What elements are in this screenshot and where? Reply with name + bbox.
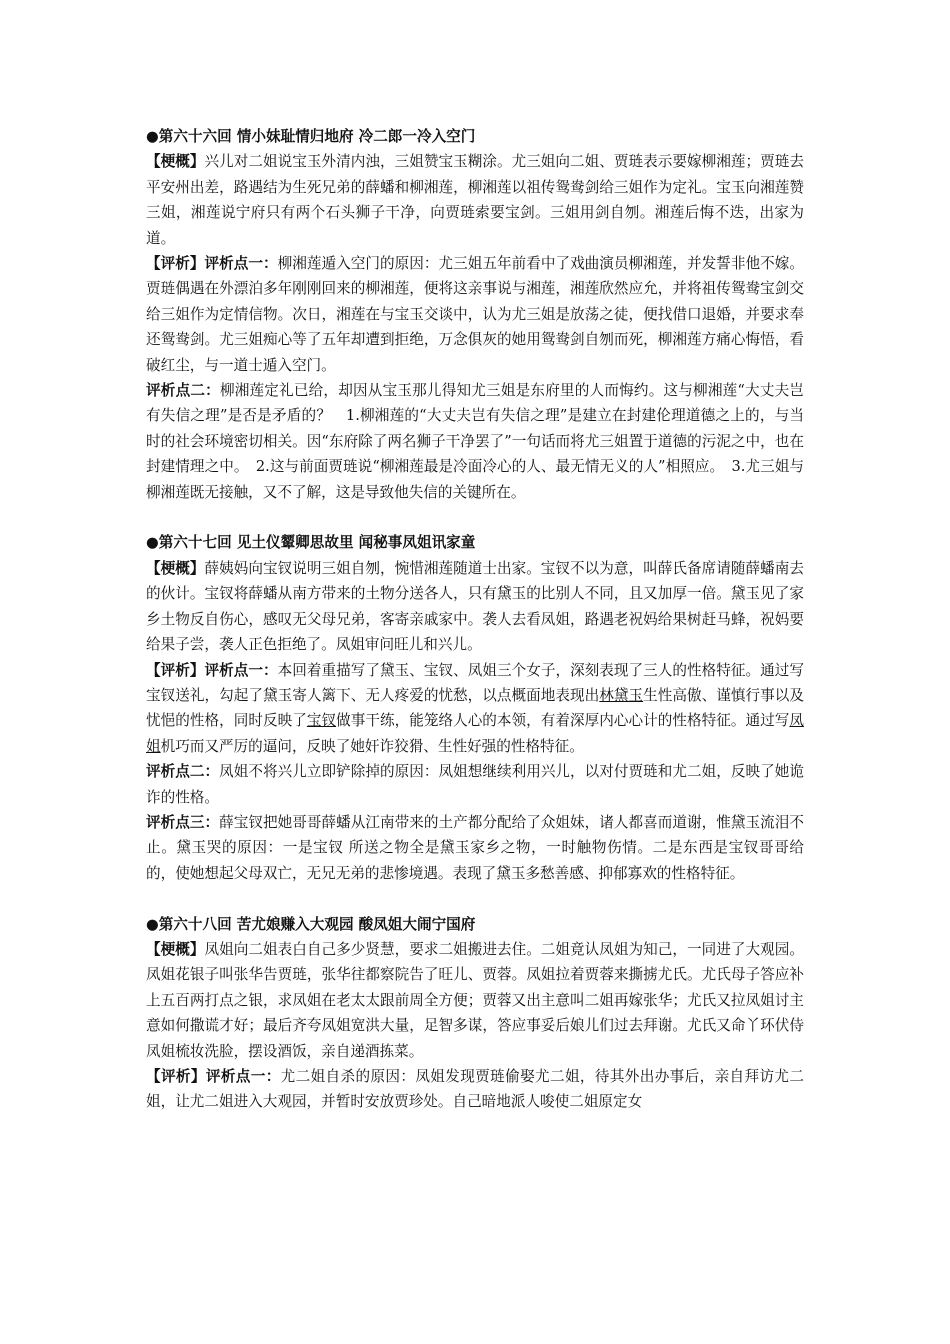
point-text-c: 做事干练，能笼络人心的本领，有着深厚内心心计的性格特征。通过写 [336,712,790,730]
analysis-point-2 [146,378,804,505]
chapter-title: ●第六十七回 见土仪颦卿思故里 闻秘事凤姐讯家童 [146,534,476,552]
analysis-label: 【评析】 [146,1068,206,1085]
point-label: 评析点一： [204,661,278,679]
point-text-d: 机巧而又严厉的逼问，反映了她奸诈狡猾、生性好强的性格特征。 [160,737,584,755]
point-label: 评析点一： [205,1068,281,1085]
chapter-title: ●第六十六回 情小妹耻情归地府 冷二郎一冷入空门 [146,128,476,145]
summary-text: 凤姐向二姐表白自己多少贤慧，要求二姐搬进去住。二姐竟认凤姐为知己，一同进了大观园。凤姐花银子叫张华告贾琏，张华往都察院告了旺儿、贾蓉。凤姐拉着贾蓉来撕掳尤氏。尤氏母子答应补上五百两打点之银，求凤姐在老太太跟前周全方便；贾蓉又出主意叫二姐再嫁张华；尤氏又拉凤姐讨主意如何撒谎才好；最后齐夸凤姐宽洪大量，足智多谋，答应事妥后娘儿们过去拜谢。尤氏又命丫环伏侍凤姐梳妆洗脸，摆设酒饭，亲自递酒拣菜。 [146,940,804,1060]
summary-paragraph [146,149,804,251]
chapter-67 [146,530,804,886]
analysis-label: 【评析】 [146,255,205,273]
point-text: 薛宝钗把她哥哥薛蟠从江南带来的土产都分配给了众姐妹，诸人都喜而道谢，惟黛玉流泪不止。黛玉哭的原因：一是宝钗 所送之物全是黛玉家乡之物，一时触物伤情。二是东西是宝钗哥哥给的，使她想起父母双亡，无兄无弟的悲惨境遇。表现了黛玉多愁善感、抑郁寡欢的性格特征。 [146,813,804,882]
point-text: 尤二姐自杀的原因：凤姐发现贾琏偷娶尤二姐，待其外出办事后，亲自拜访尤二姐，让尤二姐进入大观园，并暂时安放贾珍处。自己暗地派人唆使二姐原定女 [146,1068,804,1111]
summary-label: 【梗概】 [146,940,205,958]
analysis-point-1 [146,251,804,378]
point-label: 评析点二： [146,382,220,400]
summary-text: 薛姨妈向宝钗说明三姐自刎，惋惜湘莲随道士出家。宝钗不以为意，叫薛氏备席请随薛蟠南去的伙计。宝钗将薛蟠从南方带来的土物分送各人，只有黛玉的比别人不同，且又加厚一倍。黛玉见了家乡土物反自伤心，感叹无父母兄弟，客寄亲戚家中。袭人去看凤姐，路遇老祝妈给果树赶马蜂，祝妈要给果子尝，袭人正色拒绝了。凤姐审问旺儿和兴儿。 [146,559,804,654]
summary-paragraph [146,556,804,658]
summary-label: 【梗概】 [146,559,205,577]
point-text: 柳湘莲定礼已给，却因从宝玉那儿得知尤三姐是东府里的人而悔约。这与柳湘莲“大丈夫岂有失信之理”是否是矛盾的？ 1.柳湘莲的“大丈夫岂有失信之理”是建立在封建伦理道德之上的，与当时的社会环境密切相关。因“东府除了两名狮子干净罢了”一句话而将尤三姐置于道德的污泥之中，也在封建情理之中。 2.这与前面贾琏说“柳湘莲最是冷面冷心的人、最无情无义的人”相照应。 3.尤三姐与柳湘莲既无接触，又不了解，这是导致他失信的关键所在。 [146,382,804,501]
section-gap [146,886,804,911]
underlined-name-daiyu: 林黛玉 [599,686,644,704]
chapter-68 [146,912,804,1115]
chapter-title: ●第六十八回 苦尤娘赚入大观园 酸凤姐大闹宁国府 [146,915,476,933]
analysis-point-3 [146,810,804,886]
underlined-name-fengjie: 凤姐 [146,712,804,755]
point-text-a: 本回着重描写了黛玉、宝钗、凤姐三个女子，深刻表现了三人的性格特征。通过写宝钗送礼，勾起了黛玉寄人篱下、无人疼爱的忧愁，以点概面地表现出 [146,661,804,704]
point-label: 评析点二： [146,763,220,781]
underlined-name-baochai: 宝钗 [306,712,337,730]
analysis-point-1 [146,658,804,760]
analysis-label: 【评析】 [146,661,205,679]
chapter-66 [146,124,804,505]
summary-paragraph [146,937,804,1064]
point-text: 柳湘莲遁入空门的原因：尤三姐五年前看中了戏曲演员柳湘莲，并发誓非他不嫁。贾琏偶遇在外漂泊多年刚刚回来的柳湘莲，便将这亲事说与湘莲，湘莲欣然应允，并将祖传鸳鸯宝剑交给三姐作为定情信物。次日，湘莲在与宝玉交谈中，认为尤三姐是放荡之徒，便找借口退婚，并要求奉还鸳鸯剑。尤三姐痴心等了五年却遭到拒绝，万念俱灰的她用鸳鸯剑自刎而死，柳湘莲方痛心悔悟，看破红尘，与一道士遁入空门。 [146,255,804,374]
summary-text: 兴儿对二姐说宝玉外清内浊，三姐赞宝玉糊涂。尤三姐向二姐、贾琏表示要嫁柳湘莲；贾琏去平安州出差，路遇结为生死兄弟的薛蟠和柳湘莲，柳湘莲以祖传鸳鸯剑给三姐作为定礼。宝玉向湘莲赞三姐，湘莲说宁府只有两个石头狮子干净，向贾琏索要宝剑。三姐用剑自刎。湘莲后悔不迭，出家为道。 [146,153,804,247]
point-text-b: 生性高傲、谨慎行事以及忧悒的性格，同时反映了 [146,686,804,730]
point-text: 凤姐不将兴儿立即铲除掉的原因：凤姐想继续利用兴儿，以对付贾琏和尤二姐，反映了她诡诈的性格。 [146,763,804,806]
analysis-point-1 [146,1064,804,1115]
summary-label: 【梗概】 [146,153,205,171]
section-gap [146,505,804,530]
point-label: 评析点三： [146,813,220,831]
point-label: 评析点一： [204,255,278,273]
analysis-point-2 [146,759,804,810]
